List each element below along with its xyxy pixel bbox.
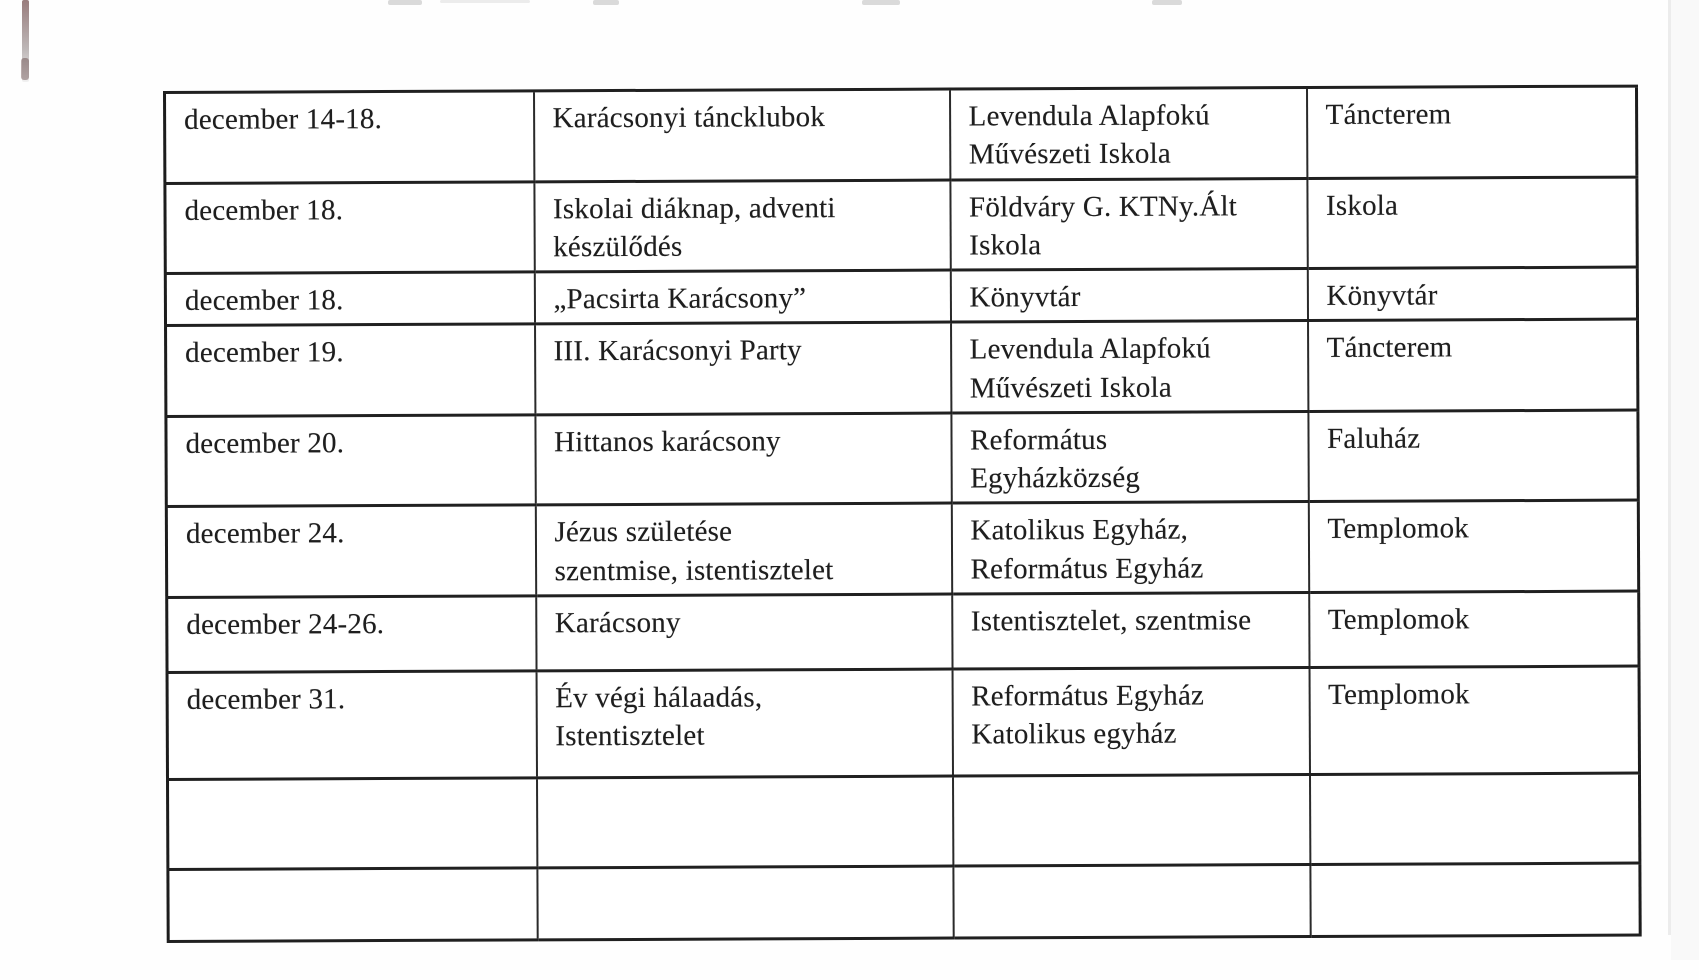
organizer-text: Református: [969, 423, 1108, 457]
cell-date: [168, 778, 537, 870]
scan-artifact-top-smudge: [388, 0, 422, 5]
scan-artifact-corner-blip: [21, 58, 29, 80]
cell-organizer: [950, 178, 1307, 270]
venue-text: Táncterem: [1326, 331, 1453, 365]
event-text: szentmise, istentisztelet: [554, 553, 834, 587]
cell-venue: [1307, 177, 1637, 269]
cell-event: [537, 866, 953, 940]
venue-text: Templomok: [1327, 512, 1470, 546]
cell-organizer: [951, 502, 1308, 594]
organizer-text: Művészeti Iskola: [968, 137, 1171, 171]
date-text: december 18.: [184, 193, 344, 227]
table-row: [166, 319, 1638, 416]
cell-venue: [1309, 773, 1639, 864]
organizer-text: Istentisztelet, szentmise: [970, 604, 1252, 638]
table-row: [167, 591, 1639, 672]
cell-date: [165, 91, 534, 183]
scan-artifact-top-smudge: [862, 0, 900, 5]
cell-event: [536, 594, 952, 671]
date-text: december 14-18.: [184, 103, 383, 136]
cell-date: [166, 505, 535, 597]
date-text: december 24.: [185, 517, 345, 551]
event-text: Karácsonyi táncklubok: [552, 101, 826, 135]
cell-organizer: [951, 411, 1308, 503]
cell-date: [167, 671, 536, 780]
date-text: december 19.: [185, 336, 344, 370]
table-row: [165, 86, 1637, 183]
cell-event: [534, 180, 950, 272]
cell-venue: [1308, 410, 1638, 502]
cell-event: [535, 503, 951, 595]
date-text: december 31.: [186, 683, 346, 716]
cell-date: [165, 181, 534, 273]
cell-organizer: [950, 269, 1307, 323]
scan-artifact-top-smudge: [593, 0, 619, 5]
cell-event: [536, 669, 952, 778]
organizer-text: Egyházközség: [970, 461, 1141, 495]
events-table-wrapper: [163, 85, 1642, 943]
event-text: Év végi hálaadás,: [555, 681, 763, 715]
venue-text: Templomok: [1327, 603, 1470, 636]
cell-event: [534, 89, 950, 181]
cell-event: [537, 776, 953, 868]
organizer-text: Katolikus egyház: [971, 717, 1177, 751]
cell-venue: [1308, 500, 1638, 592]
organizer-text: Katolikus Egyház,: [970, 513, 1189, 547]
scan-artifact-paper-edge-band: [1671, 0, 1699, 960]
scan-artifact-top-smudge: [440, 0, 530, 3]
event-text: készülődés: [553, 230, 683, 264]
cell-date: [167, 596, 536, 673]
cell-event: [535, 413, 951, 505]
event-text: „Pacsirta Karácsony”: [553, 282, 807, 316]
cell-organizer: [952, 667, 1309, 776]
event-text: Iskolai diáknap, adventi: [552, 191, 836, 225]
cell-organizer: [953, 864, 1310, 938]
cell-organizer: [952, 592, 1309, 669]
table-row: [167, 666, 1639, 779]
table-row-empty: [168, 773, 1640, 869]
date-text: december 20.: [185, 427, 345, 460]
organizer-text: Református Egyház: [971, 679, 1205, 713]
cell-organizer: [949, 88, 1306, 180]
organizer-text: Művészeti Iskola: [969, 371, 1172, 405]
cell-venue: [1307, 267, 1637, 321]
scan-artifact-corner-mark: [22, 0, 29, 82]
table-row: [165, 267, 1637, 326]
event-text: Karácsony: [554, 606, 681, 640]
cell-venue: [1310, 863, 1640, 936]
venue-text: Könyvtár: [1326, 279, 1438, 312]
organizer-text: Levendula Alapfokú: [969, 332, 1211, 366]
venue-text: Táncterem: [1325, 98, 1452, 131]
cell-date: [166, 415, 535, 507]
scan-artifact-paper-edge-shadow: [1668, 0, 1671, 935]
events-table: [163, 85, 1642, 943]
cell-organizer: [952, 774, 1309, 866]
date-text: december 18.: [184, 284, 344, 317]
organizer-text: Református Egyház: [970, 552, 1204, 586]
cell-event: [535, 322, 951, 414]
date-text: december 24-26.: [186, 607, 385, 641]
organizer-text: Könyvtár: [969, 281, 1081, 314]
organizer-text: Levendula Alapfokú: [968, 99, 1210, 133]
event-text: Istentisztelet: [555, 719, 705, 753]
venue-text: Faluház: [1326, 422, 1421, 455]
scan-artifact-top-smudge: [1152, 0, 1182, 5]
table-row: [166, 500, 1638, 597]
table-row: [165, 177, 1637, 274]
cell-organizer: [951, 321, 1308, 413]
venue-text: Iskola: [1325, 189, 1399, 222]
cell-venue: [1309, 666, 1639, 774]
cell-date: [168, 868, 537, 942]
organizer-text: Földváry G. KTNy.Ált: [968, 189, 1238, 224]
cell-venue: [1308, 319, 1638, 411]
table-row-empty: [168, 863, 1640, 941]
venue-text: Templomok: [1328, 678, 1470, 711]
event-text: Hittanos karácsony: [553, 425, 781, 459]
cell-date: [165, 272, 534, 326]
organizer-text: Iskola: [969, 228, 1042, 262]
cell-date: [166, 324, 535, 416]
event-text: III. Karácsonyi Party: [553, 334, 802, 368]
event-text: Jézus születése: [554, 515, 733, 549]
cell-event: [534, 270, 950, 324]
cell-venue: [1309, 591, 1639, 667]
table-row: [166, 410, 1638, 507]
cell-venue: [1306, 86, 1636, 178]
